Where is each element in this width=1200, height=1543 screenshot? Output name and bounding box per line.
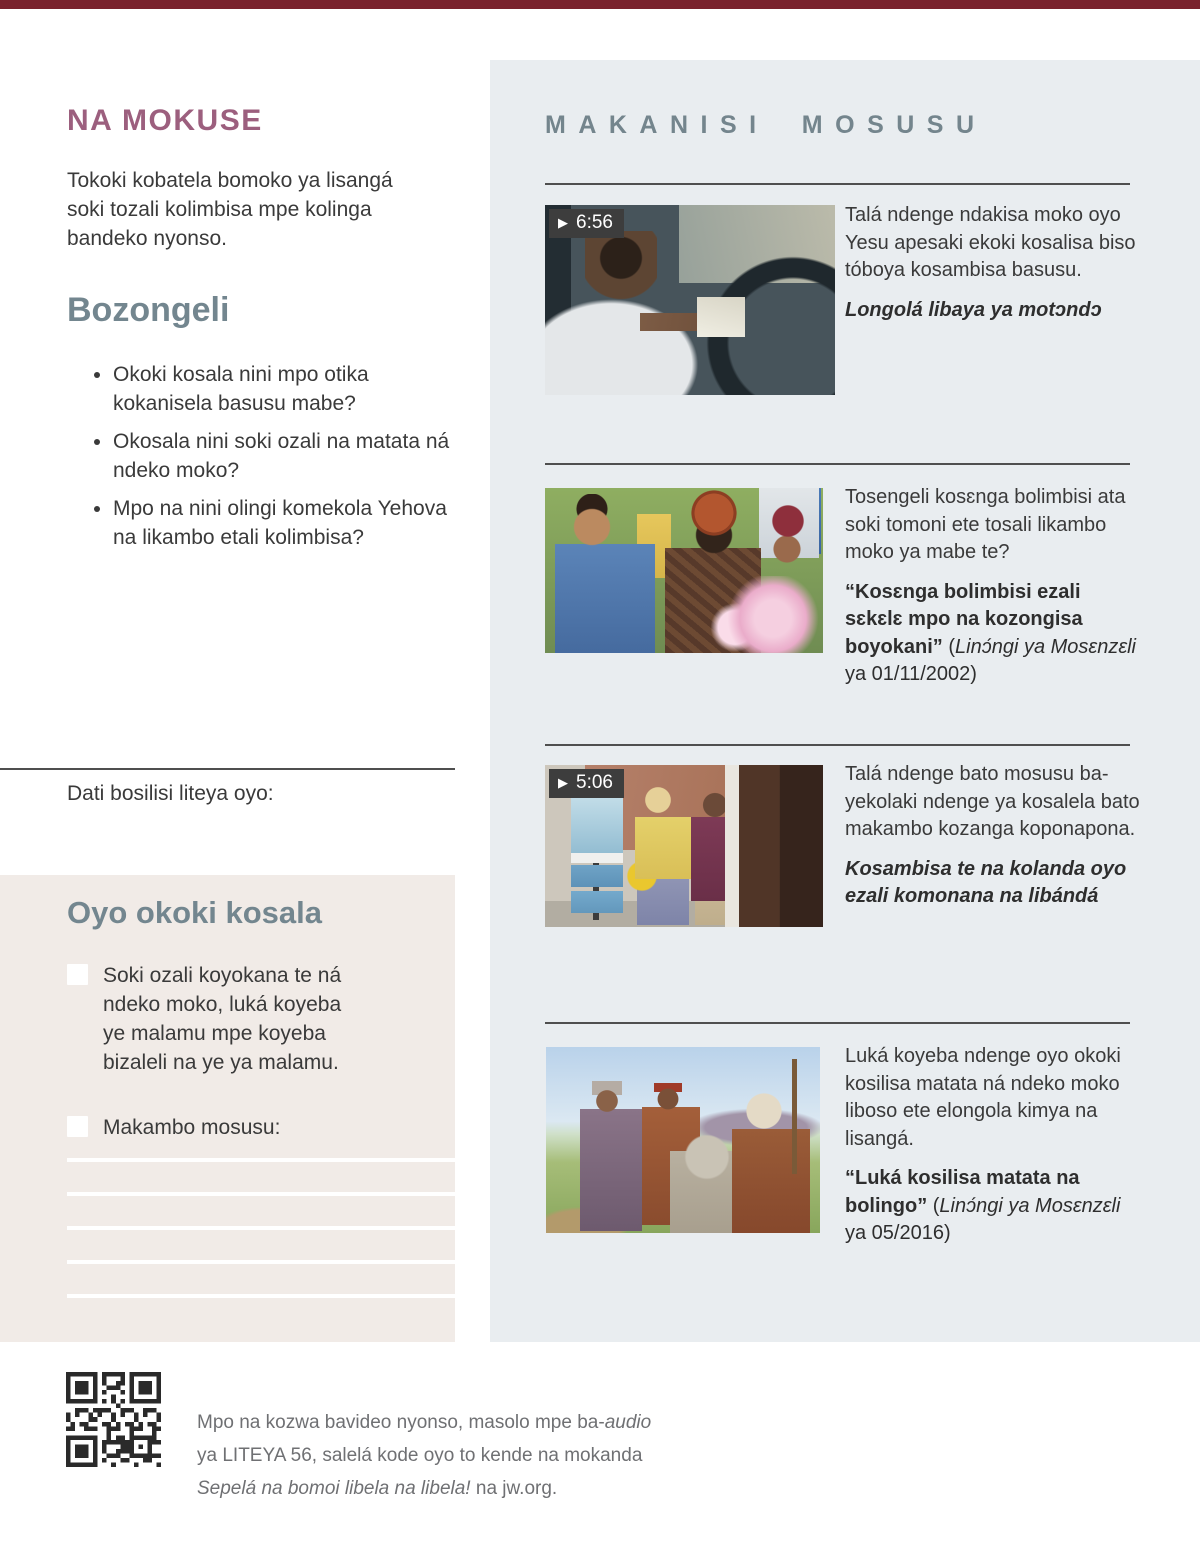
image-thumbnail-congregation-greeting[interactable] xyxy=(545,488,823,653)
todo-item-text: Makambo mosusu: xyxy=(103,1116,281,1139)
video-duration: 5:06 xyxy=(576,772,613,793)
item-divider-rule xyxy=(545,744,1130,746)
item-text: Talá ndenge ndakisa moko oyo Yesu apesaki ekoki kosalisa biso tóboya kosambisa basusu. xyxy=(845,204,1136,281)
checkbox[interactable] xyxy=(67,964,88,985)
media-item xyxy=(845,761,1141,911)
review-question: • Okoki kosala nini mpo otika kokanisela basusu mabe? xyxy=(113,360,465,418)
item-quote-source: “Luká kosilisa matata na bolingo” (Linɔ́ngi ya Mosɛnzɛli ya 05/2016) xyxy=(845,1167,1121,1244)
top-accent-bar xyxy=(0,0,1200,9)
blank-writing-line[interactable] xyxy=(67,1226,455,1230)
item-text: Talá ndenge bato mosusu bayekolaki ndenge ya kosalela bato makambo kozanga koponapona. xyxy=(845,763,1140,840)
item-divider-rule xyxy=(545,463,1130,465)
date-section-rule xyxy=(0,768,455,770)
item-quote-source: “Kosɛnga bolimbisi ezali sɛkɛlɛ mpo na kozongisa boyokani” (Linɔ́ngi ya Mosɛnzɛli ya 01/11/2002) xyxy=(845,580,1137,685)
qr-code xyxy=(66,1372,161,1467)
blank-writing-line[interactable] xyxy=(67,1294,455,1298)
video-duration-badge xyxy=(549,769,624,798)
image-thumbnail-bible-scene[interactable] xyxy=(546,1047,820,1233)
todo-item xyxy=(67,961,369,1077)
video-duration: 6:56 xyxy=(576,212,613,233)
item-caption: Kosambisa te na kolanda oyo ezali komonana na libándá xyxy=(845,857,1127,907)
summary-text: Tokoki kobatela bomoko ya lisangá soki tozali kolimbisa mpe kolinga bandeko nyonso. xyxy=(67,169,393,250)
play-icon: ▶ xyxy=(558,215,568,230)
media-item xyxy=(845,202,1141,324)
todo-box-title: Oyo okoki kosala xyxy=(67,895,322,930)
item-divider-rule xyxy=(545,1022,1130,1024)
blank-writing-line[interactable] xyxy=(67,1158,455,1162)
review-question: • Mpo na nini olingi komekola Yehova na likambo etali kolimbisa? xyxy=(113,494,465,552)
footer-note xyxy=(197,1406,651,1505)
panel-title: MAKANISI MOSUSU xyxy=(545,111,987,139)
footer-line: Sepelá na bomoi libela na libela! na jw.org. xyxy=(197,1478,558,1499)
review-title: Bozongeli xyxy=(67,291,230,329)
item-caption: Longolá libaya ya motɔndɔ xyxy=(845,298,1102,321)
blank-writing-line[interactable] xyxy=(67,1192,455,1196)
what-you-can-do-box xyxy=(0,875,455,1342)
footer-line: Mpo na kozwa bavideo nyonso, masolo mpe ba-audio xyxy=(197,1412,652,1433)
todo-item xyxy=(67,1113,369,1142)
todo-item-text: Soki ozali koyokana te ná ndeko moko, luká koyeba ye malamu mpe koyeba bizaleli na ye ya malamu. xyxy=(103,964,342,1074)
review-question: • Okosala nini soki ozali na matata ná ndeko moko? xyxy=(113,427,465,485)
item-divider-rule xyxy=(545,183,1130,185)
item-text: Tosengeli kosɛnga bolimbisi ata soki tomoni ete tosali likambo moko ya mabe te? xyxy=(845,486,1126,563)
play-icon: ▶ xyxy=(558,775,568,790)
review-question-list xyxy=(87,360,465,561)
checkbox[interactable] xyxy=(67,1116,88,1137)
media-item xyxy=(845,484,1141,689)
writing-lines xyxy=(67,1158,455,1328)
date-completed-label: Dati bosilisi liteya oyo: xyxy=(67,782,274,805)
other-ideas-panel xyxy=(490,60,1200,1342)
media-item xyxy=(845,1043,1141,1248)
video-duration-badge xyxy=(549,209,624,238)
footer-line: ya LITEYA 56, salelá kode oyo to kende na mokanda xyxy=(197,1445,643,1466)
summary-title: NA MOKUSE xyxy=(67,104,263,137)
blank-writing-line[interactable] xyxy=(67,1260,455,1264)
video-thumbnail-man-in-car[interactable] xyxy=(545,205,835,395)
item-text: Luká koyeba ndenge oyo okoki kosilisa matata ná ndeko moko liboso ete elongola kimya na lisangá. xyxy=(845,1045,1121,1150)
video-thumbnail-two-women-cart[interactable] xyxy=(545,765,823,927)
